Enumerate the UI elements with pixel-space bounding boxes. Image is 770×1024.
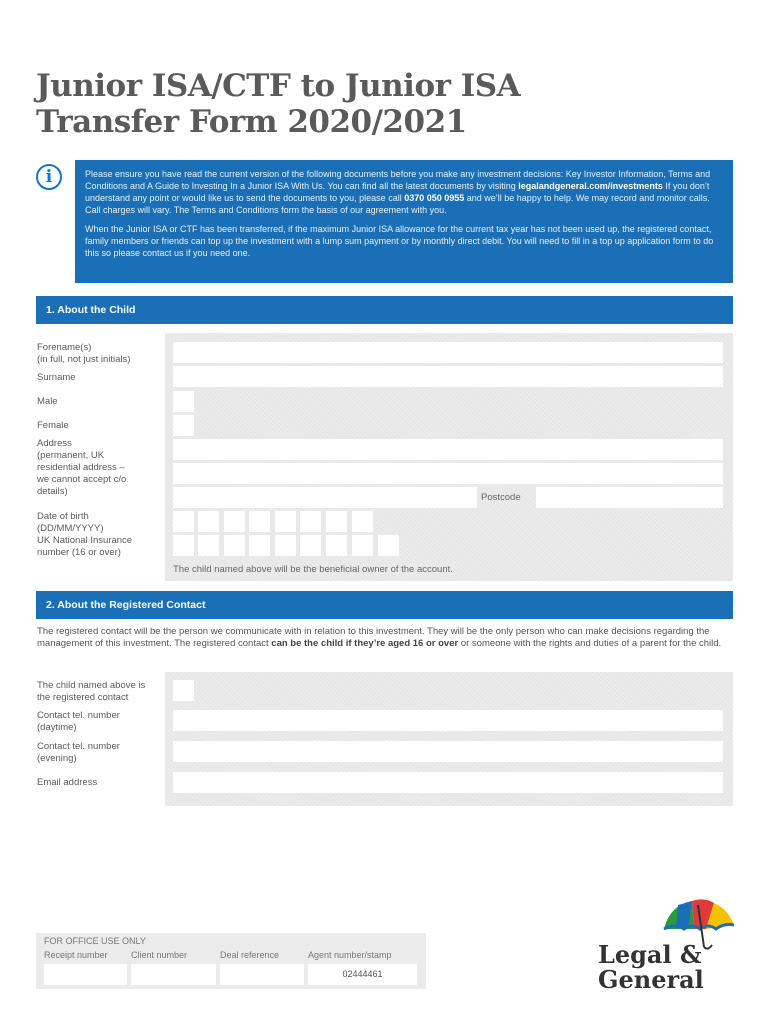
info-paragraph-1: Please ensure you have read the current version of the following documents before you make any investment decisions: Key Investor Information, Terms and Conditions and A Guide to Investing In a Junior ISA With Us. You can find all the latest documents by visiting legalandgeneral.com/investments If you don’t understand any point or would like us to send the documents to you, please call 0370 050 0955 and we’ll be happy to help. We may record and monitor calls. Call charges will vary. The Terms and Conditions form the basis of our agreement with you. (85, 169, 711, 215)
info-icon: i (36, 164, 62, 190)
deal-reference-label: Deal reference (220, 950, 280, 960)
ni-number-label: UK National Insurance number (16 or over) (37, 535, 133, 558)
ni-digit-box[interactable] (249, 535, 270, 556)
agent-number-label: Agent number/stamp (308, 950, 392, 960)
dob-digit-box[interactable] (249, 511, 270, 532)
ni-digit-box[interactable] (300, 535, 321, 556)
surname-input[interactable] (173, 366, 723, 387)
ni-digit-box[interactable] (173, 535, 194, 556)
deal-reference-input[interactable] (220, 964, 304, 985)
section-1-heading: 1. About the Child (36, 296, 733, 324)
page-title: Junior ISA/CTF to Junior ISA Transfer Form 2020/2021 (36, 68, 521, 140)
child-is-contact-checkbox[interactable] (173, 680, 194, 701)
beneficial-owner-note: The child named above will be the beneficial owner of the account. (173, 564, 453, 575)
legal-general-logo: Legal & General (598, 940, 704, 994)
section-2-heading: 2. About the Registered Contact (36, 591, 733, 619)
female-label: Female (37, 420, 69, 431)
receipt-number-input[interactable] (44, 964, 127, 985)
surname-label: Surname (37, 372, 76, 383)
address-line-3-input[interactable] (173, 487, 477, 508)
dob-digit-box[interactable] (326, 511, 347, 532)
forenames-input[interactable] (173, 342, 723, 363)
ni-digit-box[interactable] (224, 535, 245, 556)
ni-digit-box[interactable] (198, 535, 219, 556)
office-use-title: FOR OFFICE USE ONLY (44, 936, 146, 946)
website-link[interactable]: legalandgeneral.com/investments (518, 181, 663, 191)
info-paragraph-2: When the Junior ISA or CTF has been transferred, if the maximum Junior ISA allowance for the current tax year has not been used up, the registered contact, family members or friends can top up the investment with a lump sum payment or by monthly direct debit. You will need to fill in a top up application form to do this so please contact us if you need one. (85, 224, 714, 258)
dob-digit-box[interactable] (224, 511, 245, 532)
dob-digit-box[interactable] (300, 511, 321, 532)
evening-phone-label: Contact tel. number (evening) (37, 741, 120, 764)
address-line-2-input[interactable] (173, 463, 723, 484)
male-label: Male (37, 396, 58, 407)
phone-number: 0370 050 0955 (404, 193, 465, 203)
daytime-phone-label: Contact tel. number (daytime) (37, 710, 120, 733)
ni-digit-box[interactable] (326, 535, 347, 556)
female-checkbox[interactable] (173, 415, 194, 436)
dob-digit-box[interactable] (352, 511, 373, 532)
registered-contact-description: The registered contact will be the person we communicate with in relation to this investment. They will be the only person who can make decisions regarding the management of this investment. The registered contact can be the child if they’re aged 16 or over or someone with the rights and duties of a parent for the child. (37, 626, 722, 649)
receipt-number-label: Receipt number (44, 950, 108, 960)
postcode-input[interactable] (536, 487, 723, 508)
dob-label: Date of birth (DD/MM/YYYY) (37, 511, 104, 534)
client-number-label: Client number (131, 950, 188, 960)
dob-digit-box[interactable] (275, 511, 296, 532)
agent-number-input[interactable]: 02444461 (308, 964, 417, 985)
forenames-label: Forename(s) (in full, not just initials) (37, 342, 131, 365)
ni-digit-box[interactable] (275, 535, 296, 556)
address-line-1-input[interactable] (173, 439, 723, 460)
address-label: Address (permanent, UK residential address – we cannot accept c/o details) (37, 438, 127, 497)
daytime-phone-input[interactable] (173, 710, 723, 731)
child-is-contact-label: The child named above is the registered contact (37, 680, 146, 703)
email-label: Email address (37, 777, 98, 788)
office-use-panel (36, 933, 426, 989)
email-input[interactable] (173, 772, 723, 793)
info-box (75, 160, 733, 283)
ni-digit-box[interactable] (378, 535, 399, 556)
client-number-input[interactable] (131, 964, 216, 985)
evening-phone-input[interactable] (173, 741, 723, 762)
dob-digit-box[interactable] (198, 511, 219, 532)
male-checkbox[interactable] (173, 391, 194, 412)
dob-digit-box[interactable] (173, 511, 194, 532)
ni-digit-box[interactable] (352, 535, 373, 556)
postcode-label: Postcode (481, 492, 521, 503)
